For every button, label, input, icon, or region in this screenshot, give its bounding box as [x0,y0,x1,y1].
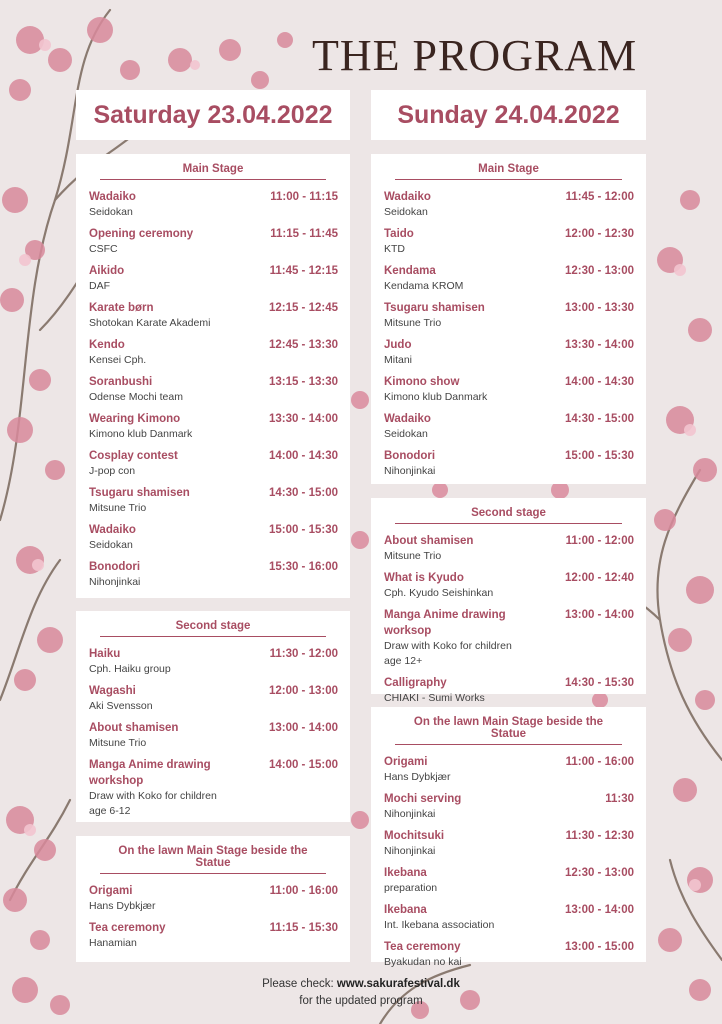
event-name: Wadaiko [384,191,431,203]
event-name: Judo [384,339,412,351]
event-performer: Mitsune Trio [384,550,442,562]
stage-title: On the lawn Main Stage beside the Statue [100,836,326,874]
event-name: Soranbushi [89,376,153,388]
event-name: Origami [89,885,133,897]
event-item [384,226,634,257]
event-time: 13:15 - 13:30 [268,376,338,388]
event-item [384,675,634,706]
event-time: 13:30 - 14:00 [564,339,634,351]
event-item [384,865,634,896]
event-name: Wadaiko [89,524,136,536]
event-item [89,522,338,553]
event-performer: Seidokan [89,206,133,218]
event-name: Wadaiko [89,191,136,203]
event-item [89,920,338,951]
event-time: 13:00 - 13:30 [564,302,634,314]
sunday-lawn-stage [371,707,646,968]
event-performer: Hans Dybkjær [384,771,451,783]
saturday-main-stage [76,154,350,598]
event-name: Kendo [89,339,125,351]
event-time: 13:00 - 15:00 [564,941,634,953]
event-performer: CHIAKI - Sumi Works [384,692,485,704]
event-time: 12:30 - 13:00 [564,265,634,277]
event-name: Aikido [89,265,125,277]
event-name: Opening ceremony [89,228,194,240]
event-performer: Mitani [384,354,413,366]
event-name: Manga Anime drawing worksop [384,609,506,637]
event-name: Origami [384,756,428,768]
sunday-main-stage [371,154,646,484]
event-item [384,337,634,368]
event-time: 15:00 - 15:30 [564,450,634,462]
event-performer: Byakudan no kai [384,956,462,968]
event-name: Tsugaru shamisen [384,302,485,314]
event-performer: Mitsune Trio [384,317,442,329]
event-time: 12:15 - 12:45 [268,302,338,314]
footer-prefix: Please check: [262,978,337,990]
event-item [89,448,338,479]
event-time: 13:00 - 14:00 [268,722,338,734]
event-time: 11:00 - 11:15 [270,191,338,203]
event-item [384,448,634,479]
event-name: Ikebana [384,904,427,916]
event-name: Wearing Kimono [89,413,181,425]
event-performer: Draw with Koko for children age 6-12 [89,790,217,817]
event-item [89,189,338,220]
event-item [89,883,338,914]
event-item [89,720,338,751]
event-time: 11:00 - 12:00 [565,535,634,547]
event-time: 11:00 - 16:00 [565,756,634,768]
event-time: 15:30 - 16:00 [268,561,338,573]
event-performer: Kensei Cph. [89,354,147,366]
event-name: Tsugaru shamisen [89,487,190,499]
event-performer: Kendama KROM [384,280,464,292]
event-performer: Shotokan Karate Akademi [89,317,211,329]
footer-note: for the updated program [299,995,423,1007]
event-name: Manga Anime drawing workshop [89,759,211,787]
event-time: 12:00 - 12:30 [564,228,634,240]
sunday-header: Sunday 24.04.2022 [371,90,646,140]
event-performer: Aki Svensson [89,700,153,712]
event-performer: Nihonjinkai [384,845,436,857]
event-time: 13:00 - 14:00 [564,609,634,621]
event-name: Tea ceremony [89,922,166,934]
event-time: 14:00 - 15:00 [268,759,338,771]
event-item [89,411,338,442]
event-time: 13:00 - 14:00 [564,904,634,916]
event-time: 14:00 - 14:30 [564,376,634,388]
event-performer: Kimono klub Danmark [384,391,488,403]
event-performer: Mitsune Trio [89,502,147,514]
event-name: Haiku [89,648,121,660]
event-item [384,263,634,294]
event-item [89,646,338,677]
event-time: 11:45 - 12:15 [269,265,338,277]
event-time: 11:45 - 12:00 [565,191,634,203]
event-item [89,683,338,714]
event-item [89,559,338,590]
event-performer: KTD [384,243,405,255]
event-item [384,533,634,564]
event-name: Ikebana [384,867,427,879]
saturday-second-stage [76,611,350,822]
stage-title: Main Stage [395,154,622,180]
footer [0,976,722,1010]
event-performer: Hanamian [89,937,137,949]
event-name: What is Kyudo [384,572,464,584]
event-name: Bonodori [384,450,436,462]
event-time: 12:00 - 12:40 [564,572,634,584]
event-time: 11:00 - 16:00 [269,885,338,897]
event-item [89,485,338,516]
event-item [384,189,634,220]
event-item [89,757,338,819]
event-performer: DAF [89,280,110,292]
event-item [384,607,634,669]
event-item [384,754,634,785]
event-performer: Seidokan [384,206,428,218]
page-title: THE PROGRAM [312,31,638,80]
event-item [89,300,338,331]
event-performer: Nihonjinkai [384,808,436,820]
event-name: About shamisen [384,535,474,547]
event-time: 12:30 - 13:00 [564,867,634,879]
event-time: 12:45 - 13:30 [268,339,338,351]
event-item [384,570,634,601]
event-item [384,300,634,331]
event-performer: J-pop con [89,465,136,477]
event-item [384,374,634,405]
event-name: Mochitsuki [384,830,445,842]
event-name: Taido [384,228,414,240]
event-item [89,337,338,368]
event-performer: CSFC [89,243,118,255]
event-name: Bonodori [89,561,141,573]
event-performer: Nihonjinkai [384,465,436,477]
event-item [384,902,634,933]
event-time: 13:30 - 14:00 [268,413,338,425]
event-name: About shamisen [89,722,179,734]
event-item [384,791,634,822]
stage-title: Second stage [395,498,622,524]
event-name: Karate børn [89,302,154,314]
event-name: Mochi serving [384,793,462,805]
event-name: Wagashi [89,685,136,697]
sunday-second-stage [371,498,646,704]
event-name: Kendama [384,265,436,277]
event-item [89,374,338,405]
stage-title: On the lawn Main Stage beside the Statue [395,707,622,745]
festival-link[interactable]: www.sakurafestival.dk [336,978,460,990]
saturday-header: Saturday 23.04.2022 [76,90,350,140]
event-performer: Hans Dybkjær [89,900,156,912]
event-performer: Cph. Haiku group [89,663,171,675]
event-time: 14:00 - 14:30 [268,450,338,462]
event-item [384,939,634,970]
event-time: 14:30 - 15:00 [564,413,634,425]
event-item [89,263,338,294]
event-performer: Draw with Koko for children age 12+ [384,640,512,667]
event-performer: Odense Mochi team [89,391,183,403]
event-performer: Cph. Kyudo Seishinkan [384,587,494,599]
event-performer: Seidokan [384,428,428,440]
event-time: 11:30 [605,793,634,805]
event-performer: Int. Ikebana association [384,919,495,931]
event-name: Tea ceremony [384,941,461,953]
stage-title: Second stage [100,611,326,637]
event-performer: Kimono klub Danmark [89,428,193,440]
event-performer: Nihonjinkai [89,576,141,588]
event-name: Wadaiko [384,413,431,425]
stage-title: Main Stage [100,154,326,180]
event-name: Cosplay contest [89,450,178,462]
event-time: 12:00 - 13:00 [268,685,338,697]
event-time: 11:15 - 15:30 [269,922,338,934]
event-time: 11:30 - 12:30 [565,830,634,842]
event-time: 14:30 - 15:00 [268,487,338,499]
event-name: Kimono show [384,376,460,388]
event-item [384,828,634,859]
event-performer: Mitsune Trio [89,737,147,749]
event-time: 14:30 - 15:30 [564,677,634,689]
event-performer: preparation [384,882,438,894]
saturday-lawn-stage [76,836,350,962]
event-item [384,411,634,442]
event-time: 11:15 - 11:45 [270,228,338,240]
event-performer: Seidokan [89,539,133,551]
event-item [89,226,338,257]
event-time: 11:30 - 12:00 [269,648,338,660]
event-name: Calligraphy [384,677,447,689]
event-time: 15:00 - 15:30 [268,524,338,536]
